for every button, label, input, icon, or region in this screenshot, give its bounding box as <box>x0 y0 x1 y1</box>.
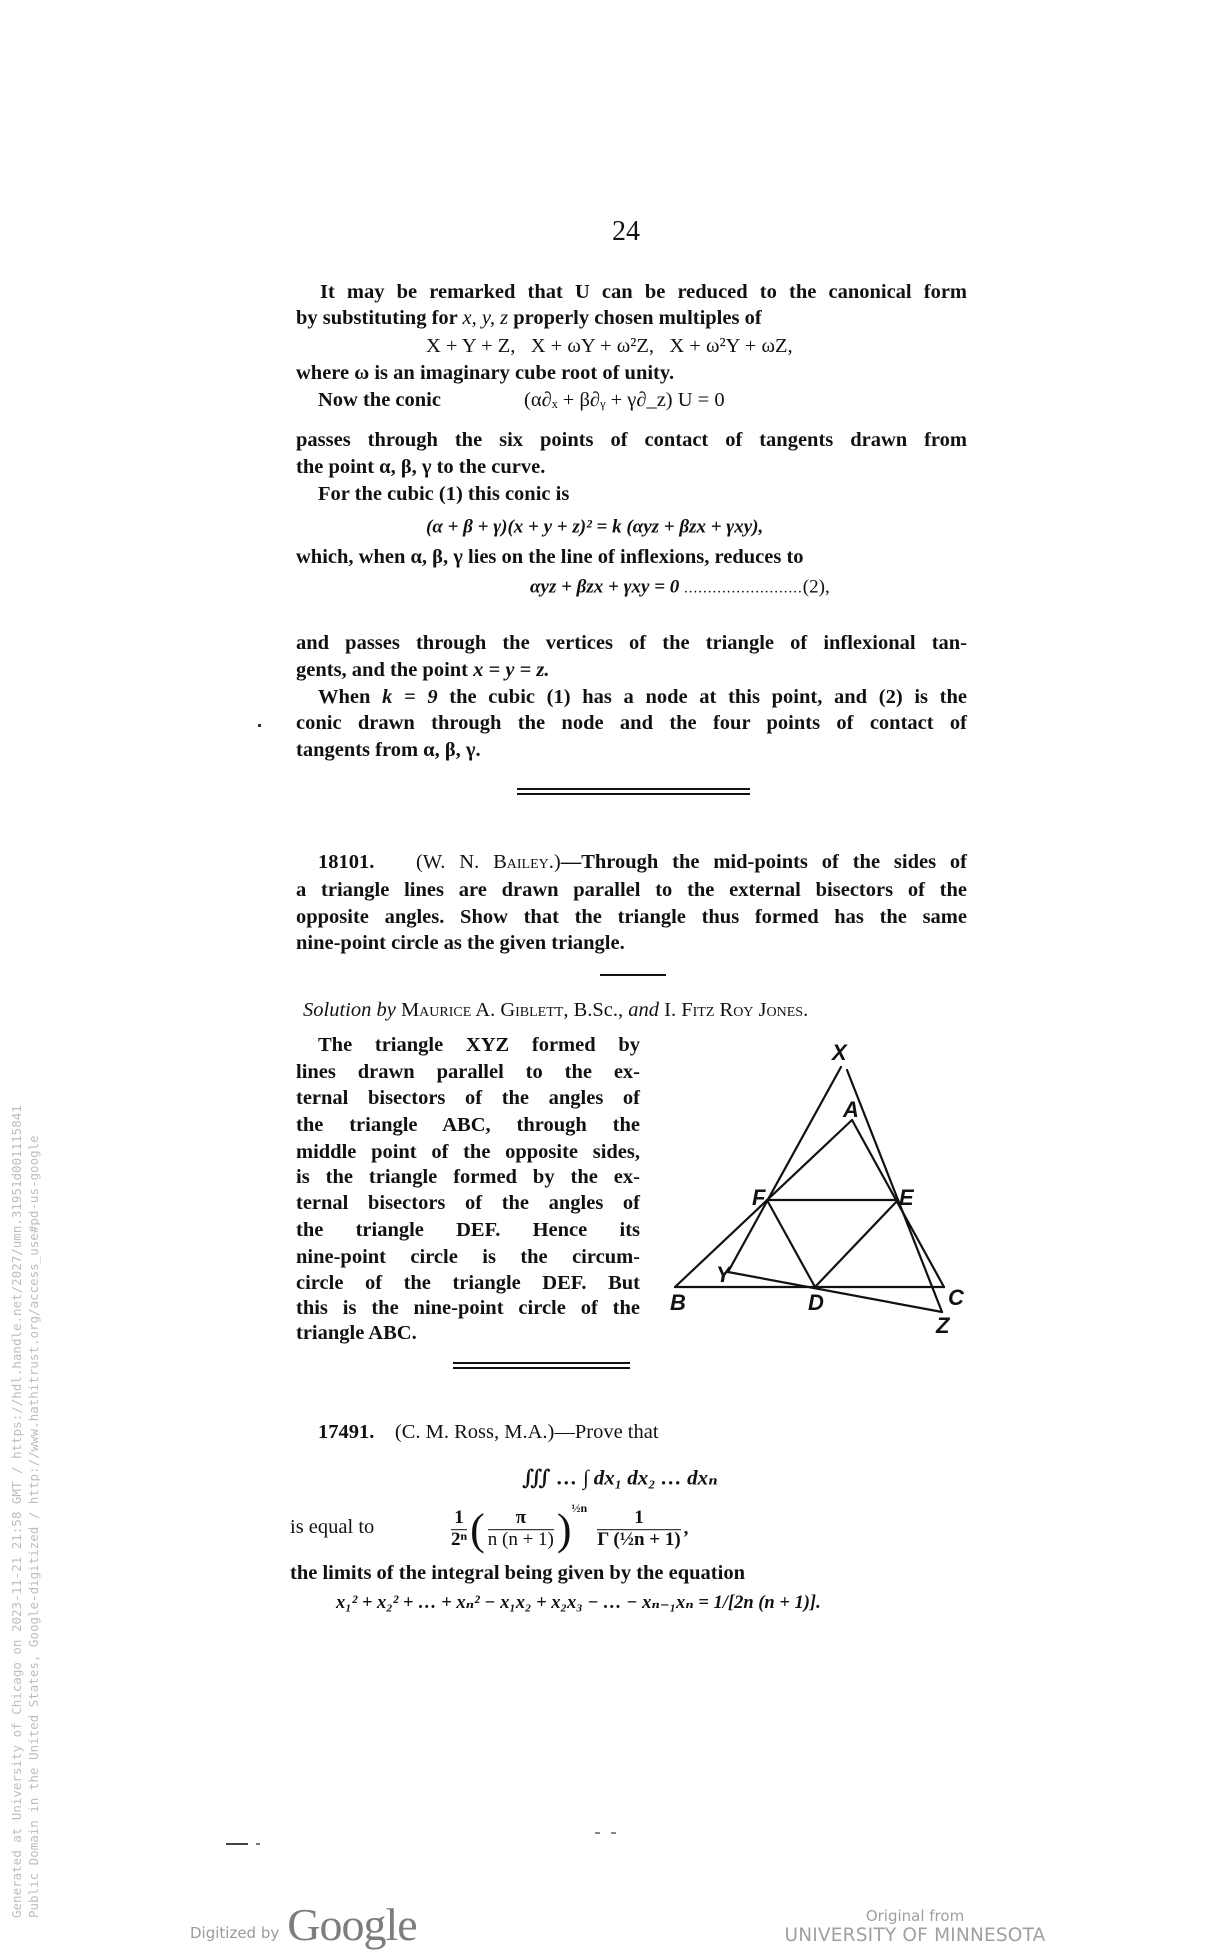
solution-by-label: Solution by <box>303 998 396 1021</box>
paragraph-3-line-1: For the cubic (1) this conic is <box>318 482 570 505</box>
formula-limits: x₁² + x₂² + … + xₙ² − x₁x₂ + x₂x₃ − … − xₙ₋₁xₙ = 1/[2n (n + 1)]. <box>336 1592 821 1613</box>
label-X: X <box>832 1040 847 1065</box>
problem-17491-lead <box>318 1422 659 1443</box>
scan-speck <box>258 724 261 727</box>
formula-2-expression: αyz + βzx + γxy = 0 <box>530 576 680 598</box>
digitized-by-label: Digitized by <box>190 1924 280 1942</box>
solution-line: the triangle ABC, through the <box>296 1113 640 1136</box>
problem-author: (W. N. Bailey.) <box>415 850 561 873</box>
solution-line: nine-point circle is the circum- <box>296 1245 640 1268</box>
text: —Prove that <box>554 1420 659 1443</box>
paragraph-2-line-3: the point α, β, γ to the curve. <box>296 455 546 478</box>
solution-line: circle of the triangle DEF. But <box>296 1271 640 1294</box>
paragraph-5-line-2: conic drawn through the node and the four points of contact of <box>296 711 967 734</box>
label-B: B <box>670 1290 686 1315</box>
label-A: A <box>843 1097 859 1122</box>
paragraph-4-line-2 <box>296 660 549 681</box>
paragraph-5-line-3: tangents from α, β, γ. <box>296 738 481 761</box>
solution-line: ternal bisectors of the angles of <box>296 1086 640 1109</box>
scan-mark <box>226 1843 248 1845</box>
text: gents, and the point <box>296 658 474 681</box>
and-label: and <box>628 998 660 1021</box>
right-paren: ) <box>556 1504 572 1554</box>
scan-mark <box>256 1843 260 1845</box>
problem-18101-line-1 <box>318 852 967 873</box>
problem-18101-line-4: nine-point circle as the given triangle. <box>296 931 625 954</box>
formula-cubic-conic: (α + β + γ)(x + y + z)² = k (αyz + βzx + γxy), <box>426 516 764 538</box>
equation-number: (2), <box>802 576 830 598</box>
fraction-1-over-2n: $\frac{1}{\text{2ⁿ}}$ <box>451 1507 468 1551</box>
text: properly chosen multiples of <box>508 306 762 329</box>
double-rule-separator <box>453 1362 630 1369</box>
fraction-pi-over-n-n-plus-1: $\frac{\pi}{n (n + 1)}$ <box>487 1507 554 1551</box>
paragraph-2-line-2: passes through the six points of contact of tangents drawn from <box>296 428 967 451</box>
solution-line: lines drawn parallel to the ex- <box>296 1060 640 1083</box>
digitized-by-google <box>190 1898 417 1951</box>
paragraph-1-line-1: It may be remarked that U can be reduced to the canonical form <box>320 280 967 303</box>
solver-2-name: I. Fitz Roy Jones. <box>659 998 809 1021</box>
line-XY <box>728 1067 841 1272</box>
solution-line: middle point of the opposite sides, <box>296 1140 640 1163</box>
watermark-line-1: Generated at University of Chicago on 2023-11-21 21:58 GMT / https://hdl.handle.net/2027/umn.31951d001115841 <box>9 1105 24 1918</box>
paragraph-5-line-1 <box>318 687 967 708</box>
solver-1-degree: , B.Sc., <box>563 998 629 1021</box>
text: —Through the mid-points of the sides of <box>560 850 968 873</box>
solution-line: this is the nine-point circle of the <box>296 1296 640 1319</box>
trailing-comma: , <box>683 1518 689 1540</box>
paragraph-1-line-3: where ω is an imaginary cube root of unity. <box>296 361 675 384</box>
double-rule-separator <box>517 788 750 795</box>
line-ED <box>815 1200 898 1287</box>
solution-line: is the triangle formed by the ex- <box>296 1165 640 1188</box>
solution-line: triangle ABC. <box>296 1321 417 1344</box>
scan-mark <box>595 1832 600 1834</box>
limits-line: the limits of the integral being given by the equation <box>290 1561 745 1584</box>
label-F: F <box>752 1185 766 1210</box>
problem-18101-line-2: a triangle lines are drawn parallel to the external bisectors of the <box>296 878 967 901</box>
text: When <box>318 685 383 708</box>
text: the cubic (1) has a node at this point, and (2) is the <box>437 685 967 708</box>
paragraph-4-line-1: and passes through the vertices of the triangle of inflexional tan- <box>296 631 967 654</box>
scan-mark <box>611 1832 616 1834</box>
label-Z: Z <box>936 1313 950 1338</box>
problem-author: (C. M. Ross, M.A.) <box>394 1420 555 1443</box>
label-C: C <box>948 1285 964 1310</box>
solution-line: ternal bisectors of the angles of <box>296 1191 640 1214</box>
solution-line: the triangle DEF. Hence its <box>296 1218 640 1241</box>
line-XZ <box>847 1070 942 1312</box>
solution-attribution <box>303 1000 808 1021</box>
paragraph-3-line-2: which, when α, β, γ lies on the line of inflexions, reduces to <box>296 545 804 568</box>
formula-multiples: X + Y + Z, X + ωY + ω²Z, X + ω²Y + ωZ, <box>426 334 793 357</box>
formula-conic-operator: (α∂ₓ + β∂ᵧ + γ∂_z) U = 0 <box>524 388 725 411</box>
equation: k = 9 <box>382 685 438 708</box>
google-logo: Google <box>287 1899 417 1950</box>
label-D: D <box>808 1290 824 1315</box>
problem-number: 18101. <box>318 850 375 873</box>
institution-name: UNIVERSITY OF MINNESOTA <box>784 1925 1046 1946</box>
problem-number: 17491. <box>318 1420 375 1443</box>
formula-integral: ∭ … ∫ dx₁ dx₂ … dxₙ <box>522 1465 718 1490</box>
is-equal-to-label: is equal to <box>290 1515 375 1538</box>
line-AC <box>852 1120 944 1287</box>
paragraph-1-line-2 <box>296 308 762 329</box>
paragraph-2-lead: Now the conic <box>318 388 441 411</box>
original-from-label: Original from <box>865 1907 965 1925</box>
watermark-line-2: Public Domain in the United States, Google-digitized / http://www.hathitrust.org/access_use#pd-us-google <box>26 1135 41 1918</box>
left-paren: ( <box>470 1504 485 1554</box>
solution-line: The triangle XYZ formed by <box>318 1033 640 1056</box>
variables: x, y, z <box>462 306 509 329</box>
page-number: 24 <box>612 216 640 247</box>
line-FD <box>767 1200 815 1287</box>
line-YZ <box>728 1272 942 1312</box>
formula-2 <box>530 578 830 597</box>
label-E: E <box>899 1185 914 1210</box>
formula-result <box>448 1502 688 1552</box>
equation: x = y = z. <box>473 658 550 681</box>
triangle-figure <box>640 1020 970 1350</box>
fraction-1-over-gamma: $\frac{1}{\text{Γ (½n + 1)}}$ <box>597 1507 681 1551</box>
label-Y: Y <box>716 1262 731 1287</box>
exponent: ½n <box>571 1501 588 1516</box>
original-from <box>770 1907 1060 1946</box>
short-rule-separator <box>600 974 666 976</box>
problem-18101-line-3: opposite angles. Show that the triangle thus formed has the same <box>296 905 967 928</box>
text: by substituting for <box>296 306 463 329</box>
solver-1-name: Maurice A. Giblett <box>400 998 564 1021</box>
leader-dots: ......................... <box>684 580 803 597</box>
